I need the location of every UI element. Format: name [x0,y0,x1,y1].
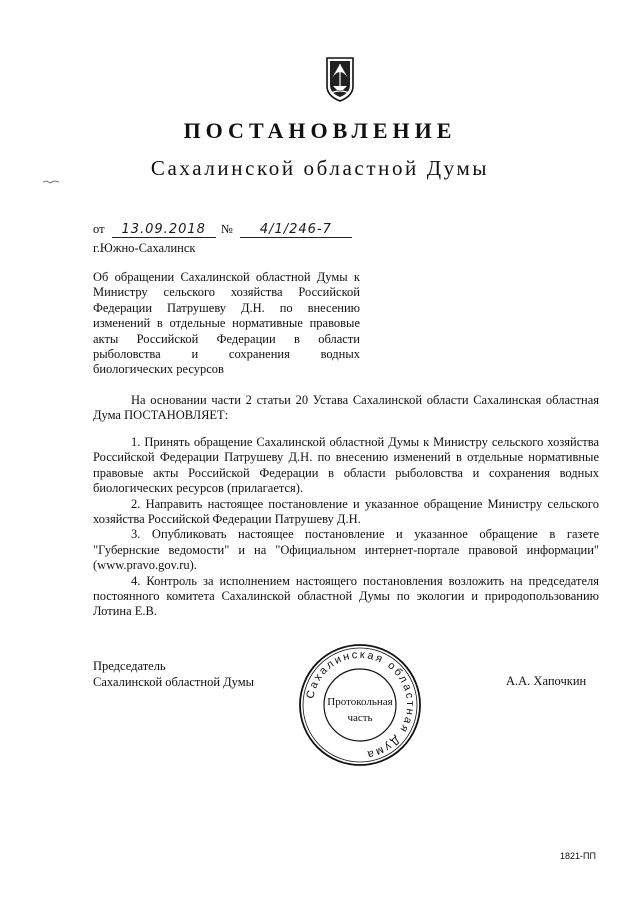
number-value: 4/1/246-7 [240,222,352,238]
subject-line: изменений в отдельные нормативные правовые [93,316,360,331]
signatory-position-line: Сахалинской областной Думы [93,675,255,689]
subject-line: Министру сельского хозяйства Российской [93,285,360,300]
resolution-items [93,435,599,620]
document-code: 1821-ПП [560,851,596,861]
signatory-name: А.А. Хапочкин [506,674,587,688]
city: г.Южно-Сахалинск [93,241,196,255]
document-subtitle: Сахалинской областной Думы [150,156,490,180]
stamp-center-line: часть [347,712,373,724]
subject-line: акты Российской Федерации в области [93,331,360,346]
subject-line: Федерации Патрушеву Д.Н. по внесению [93,300,360,315]
document-subject [93,270,360,378]
subject-line: биологических ресурсов [93,362,224,377]
subject-line: рыболовства и сохранения водных [93,347,360,362]
signatory-position [93,658,254,690]
date-number-line [93,222,352,238]
resolution-item: 1. Принять обращение Сахалинской областной Думы к Министру сельского хозяйства Российской Федерации Патрушеву Д.Н. по внесению изменений в отдельные нормативные правовые акты Российской Федерации в области рыболовства и сохранения водных биологических ресурсов (прилагается). [93,435,599,496]
resolution-item: 4. Контроль за исполнением настоящего постановления возложить на председателя постоянного комитета Сахалинской областной Думы по экологии и природопользованию Лотина Е.В. [93,573,599,619]
subject-line: Об обращении Сахалинской областной Думы к [93,270,360,284]
signatory-position-line: Председатель [93,659,166,673]
preamble: На основании части 2 статьи 20 Устава Сахалинской области Сахалинская областная Дума ПОСТАНОВЛЯЕТ: [93,393,599,423]
official-stamp [298,643,422,767]
preamble-block [93,393,599,424]
stamp-center-line: Протокольная [327,696,393,708]
resolution-item: 3. Опубликовать настоящее постановление и указанное обращение в газете "Губернские ведомости" и на "Официальном интернет-портале правовой информации" (www.pravo.gov.ru). [93,527,599,573]
resolution-item: 2. Направить настоящее постановление и указанное обращение Министру сельского хозяйства Российской Федерации Патрушеву Д.Н. [93,496,599,527]
sakhalin-coat-of-arms-icon [326,56,354,102]
date-prefix: от [93,222,105,236]
date-value: 13.09.2018 [112,222,216,238]
document-title: ПОСТАНОВЛЕНИЕ [183,118,457,143]
number-prefix: № [220,222,233,236]
stamp-ring-text: Сахалинская областная Дума [304,648,417,761]
